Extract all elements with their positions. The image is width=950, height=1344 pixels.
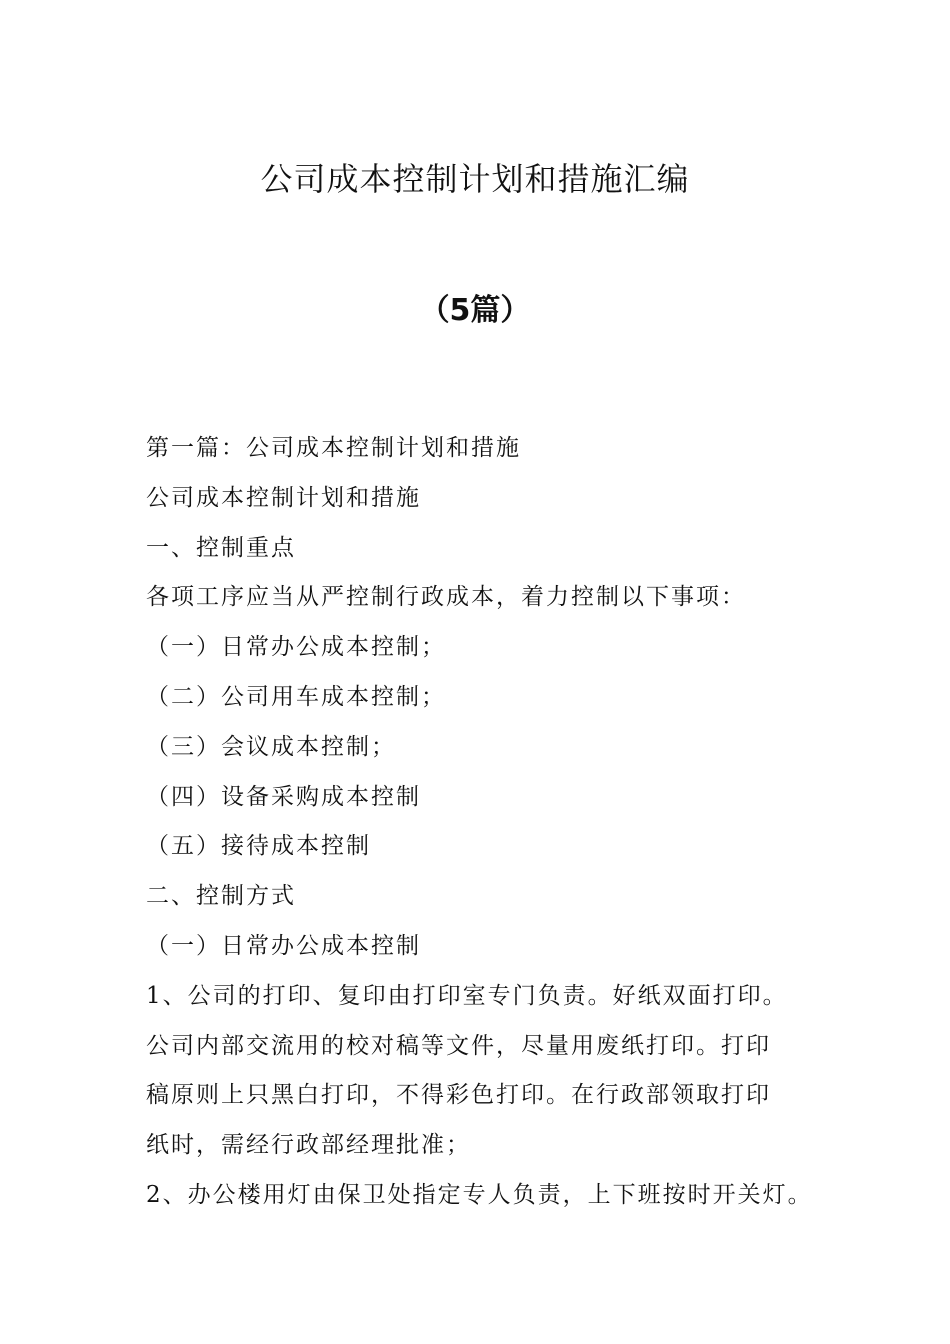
paragraph-line: 稿原则上只黑白打印，不得彩色打印。在行政部领取打印 bbox=[146, 1082, 771, 1109]
document-subtitle: （5篇） bbox=[419, 293, 531, 328]
document-body bbox=[146, 424, 836, 1221]
list-item: （三）会议成本控制； bbox=[146, 733, 396, 760]
list-item: （二）公司用车成本控制； bbox=[146, 683, 446, 710]
paragraph-line: 公司内部交流用的校对稿等文件，尽量用废纸打印。打印 bbox=[146, 1032, 771, 1059]
paragraph-line: 纸时，需经行政部经理批准； bbox=[146, 1132, 471, 1159]
paragraph-line: 2、办公楼用灯由保卫处指定专人负责，上下班按时开关灯。 bbox=[146, 1181, 813, 1208]
document-title: 公司成本控制计划和措施汇编 bbox=[260, 160, 690, 198]
subheading: （一）日常办公成本控制 bbox=[146, 932, 421, 959]
list-item: （五）接待成本控制 bbox=[146, 833, 371, 860]
heading-control-focus: 一、控制重点 bbox=[146, 534, 296, 561]
section-heading-part-one: 第一篇：公司成本控制计划和措施 bbox=[146, 435, 521, 461]
paragraph-line: 各项工序应当从严控制行政成本，着力控制以下事项： bbox=[146, 584, 746, 611]
paragraph-line: 1、公司的打印、复印由打印室专门负责。好纸双面打印。 bbox=[146, 982, 788, 1009]
heading-control-method: 二、控制方式 bbox=[146, 883, 296, 910]
list-item: （一）日常办公成本控制； bbox=[146, 634, 446, 661]
article-title: 公司成本控制计划和措施 bbox=[146, 484, 421, 511]
list-item: （四）设备采购成本控制 bbox=[146, 783, 421, 810]
